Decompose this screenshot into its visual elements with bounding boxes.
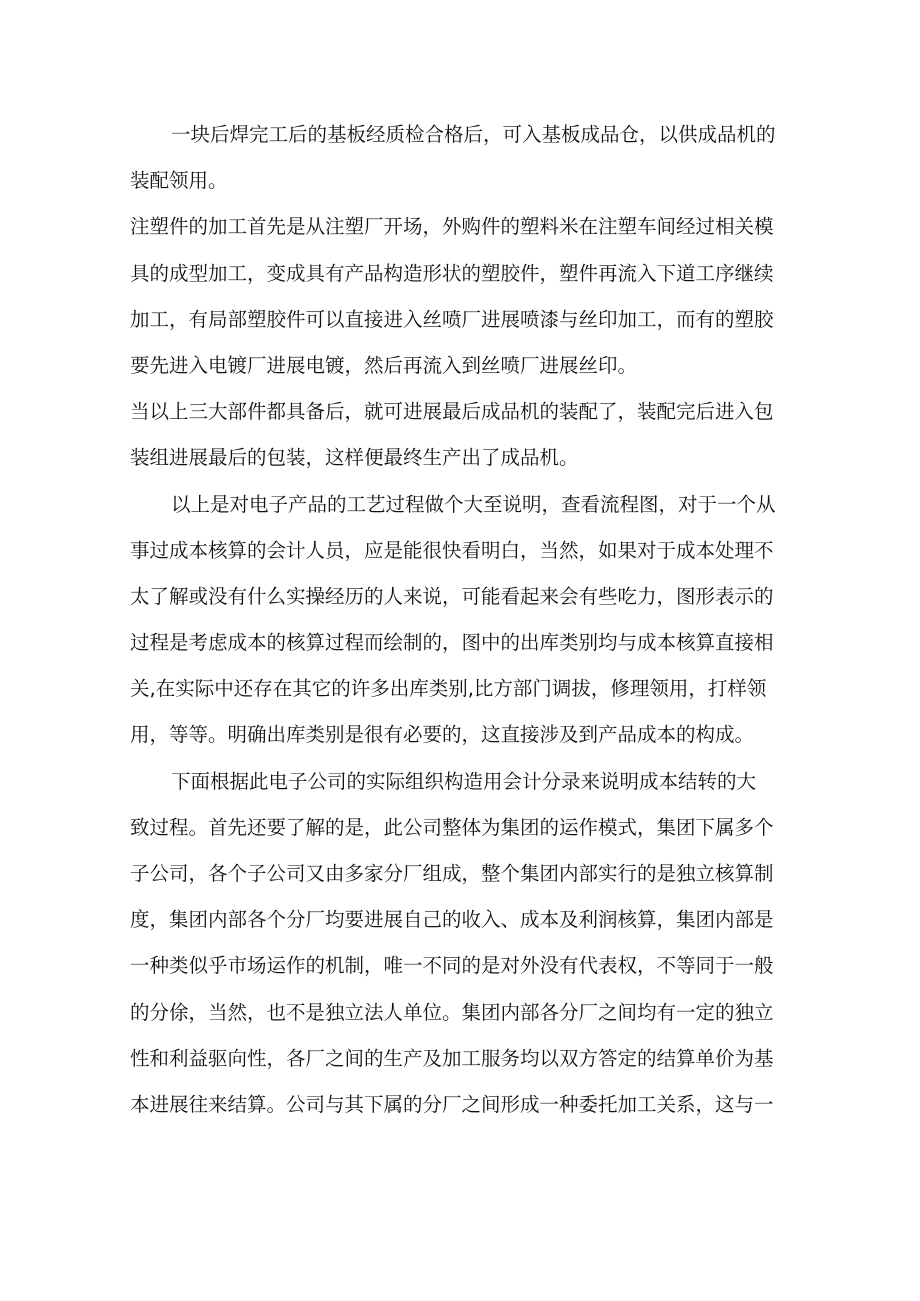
paragraph-line: 加工，有局部塑胶件可以直接进入丝喷厂进展喷漆与丝印加工，而有的塑胶 [130,307,774,331]
paragraph-4 [130,482,794,759]
paragraph-line: 用，等等。明确出库类别是很有必要的，这直接涉及到产品成本的构成。 [130,723,755,747]
paragraph-line: 当以上三大部件都具备后，就可进展最后成品机的装配了，装配完后进入包 [130,400,774,424]
paragraph-2 [130,204,794,389]
paragraph-line: 度，集团内部各个分厂均要进展自己的收入、成本及利润核算，集团内部是 [130,908,774,932]
paragraph-line: 要先进入电镀厂进展电镀，然后再流入到丝喷厂进展丝印。 [130,353,638,377]
paragraph-line: 注塑件的加工首先是从注塑厂开场，外购件的塑料米在注塑车间经过相关模 [130,215,774,239]
paragraph-line: 一种类似乎市场运作的机制，唯一不同的是对外没有代表权，不等同于一般 [130,954,774,978]
paragraph-line: 下面根据此电子公司的实际组织构造用会计分录来说明成本结转的大 [171,769,757,793]
paragraph-line: 子公司，各个子公司又由多家分厂组成，整个集团内部实行的是独立核算制 [130,862,774,885]
paragraph-line: 以上是对电子产品的工艺过程做个大至说明，查看流程图，对于一个从 [171,492,776,516]
paragraph-line: 太了解或没有什么实操经历的人来说，可能看起来会有些吃力，图形表示的 [130,584,774,608]
paragraph-1 [130,112,794,204]
paragraph-line: 的分俆，当然，也不是独立法人单位。集团内部各分厂之间均有一定的独立 [130,1000,774,1024]
paragraph-line: 性和利益驱向性，各厂之间的生产及加工服务均以双方答定的结算单价为基 [130,1046,774,1070]
document-body [130,112,794,1128]
paragraph-line: 本进展往来结算。公司与其下属的分厂之间形成一种委托加工关系，这与一 [130,1092,774,1116]
paragraph-3 [130,389,794,481]
paragraph-line: 一块后焊完工后的基板经质检合格后，可入基板成品仓，以供成品机的 [171,123,776,146]
paragraph-line: 装配领用。 [130,169,228,193]
paragraph-5 [130,759,794,1129]
paragraph-line: 具的成型加工，变成具有产品构造形状的塑胶件，塑件再流入下道工序继续 [130,261,774,285]
paragraph-line: 关,在实际中还存在其它的许多出库类别,比方部门调拔，修理领用，打样领 [130,677,767,701]
paragraph-line: 过程是考虑成本的核算过程而绘制的，图中的出库类别均与成本核算直接相 [130,631,774,655]
paragraph-line: 致过程。首先还要了解的是，此公司整体为集团的运作模式，集团下属多个 [130,815,774,839]
paragraph-line: 装组进展最后的包装，这样便最终生产出了成品机。 [130,446,579,470]
paragraph-line: 事过成本核算的会计人员，应是能很快看明白，当然，如果对于成本处理不 [130,538,774,562]
